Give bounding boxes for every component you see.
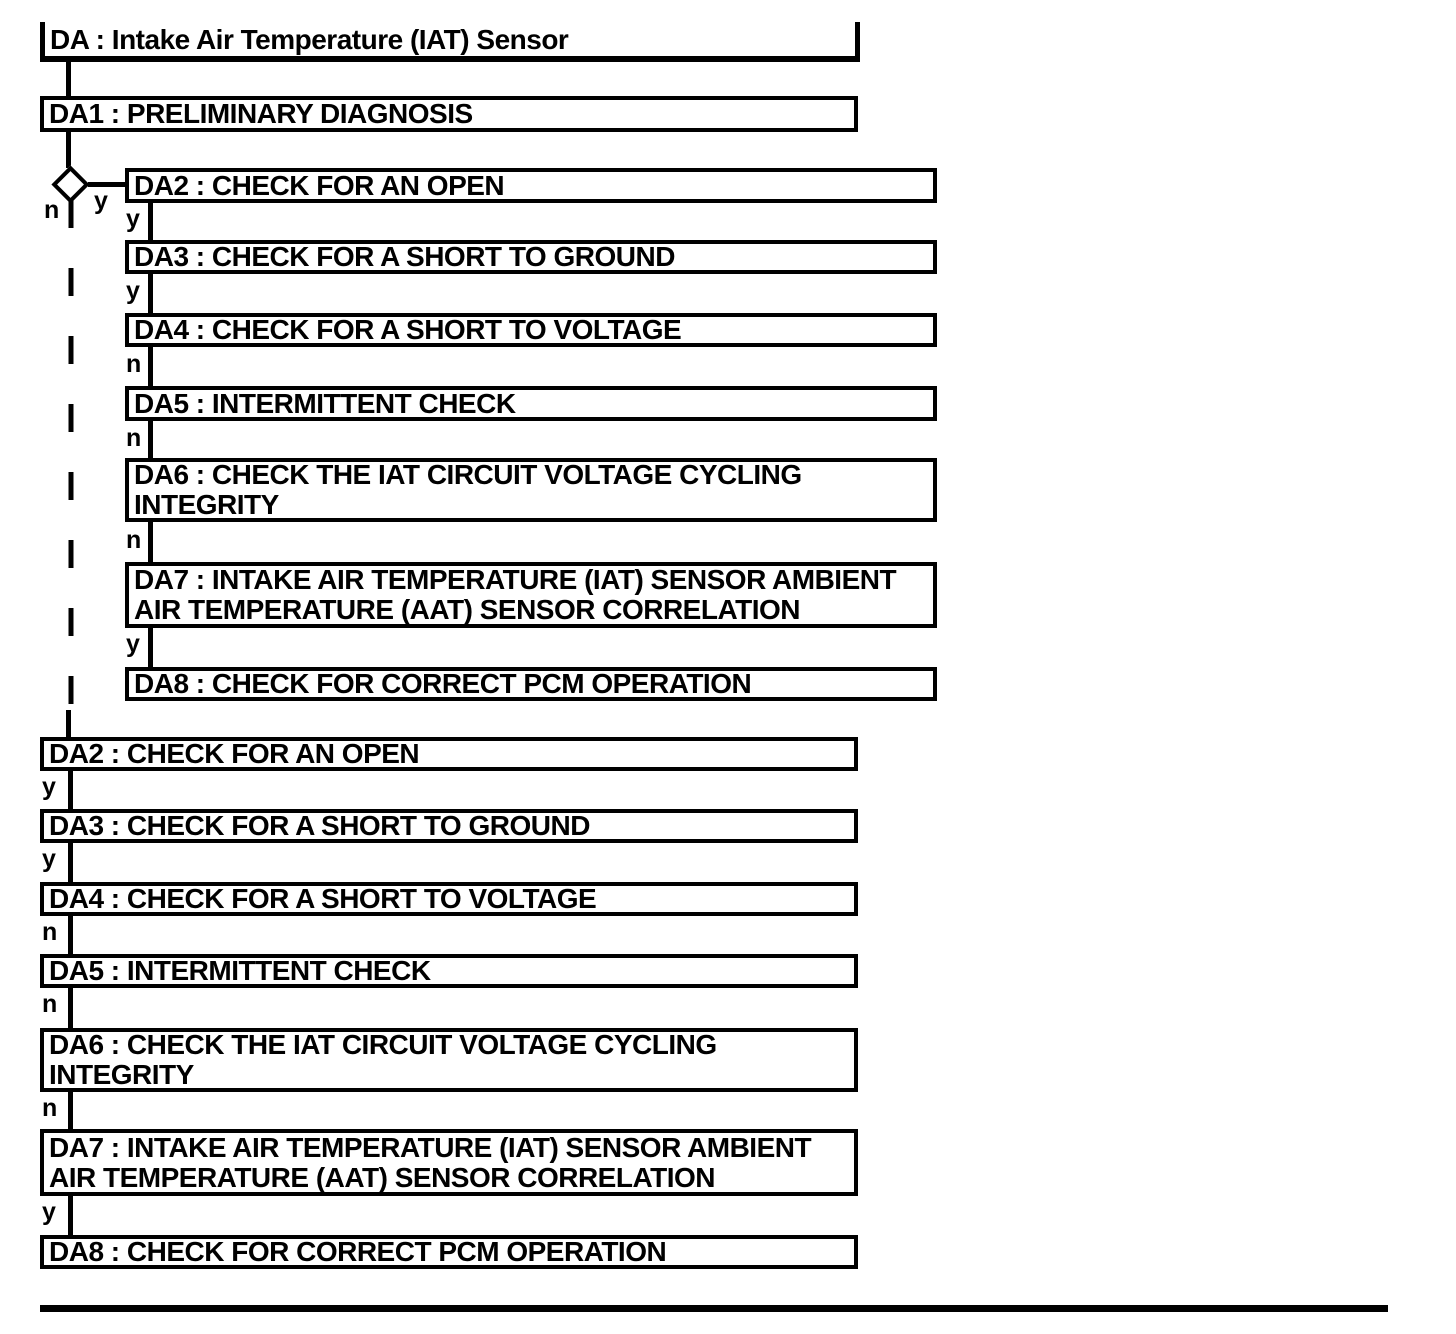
decision-yes-label: y (94, 187, 108, 215)
connector (148, 421, 153, 459)
connector (68, 916, 73, 954)
connector (148, 347, 153, 386)
connector (68, 1196, 73, 1235)
decision-no-label: n (44, 196, 59, 224)
edge-label: n (126, 424, 141, 452)
connector-da1-decision (66, 131, 71, 168)
connector-no-branch-tail (66, 710, 71, 740)
yes-branch-box-da4: DA4 : CHECK FOR A SHORT TO VOLTAGE (125, 313, 937, 347)
connector (148, 203, 153, 240)
edge-label: y (126, 277, 140, 305)
yes-branch-box-da8: DA8 : CHECK FOR CORRECT PCM OPERATION (125, 667, 937, 701)
connector (68, 1092, 73, 1129)
edge-label: y (42, 1198, 56, 1226)
da1-box: DA1 : PRELIMINARY DIAGNOSIS (40, 96, 858, 132)
edge-label: n (42, 990, 57, 1018)
connector (68, 988, 73, 1028)
connector-root-da1 (66, 62, 71, 97)
root-title-box: DA : Intake Air Temperature (IAT) Sensor (40, 22, 860, 62)
edge-label: n (126, 350, 141, 378)
no-branch-dashed-connector (66, 200, 76, 740)
no-branch-box-da7: DA7 : INTAKE AIR TEMPERATURE (IAT) SENSOR AMBIENT AIR TEMPERATURE (AAT) SENSOR CORRELATION (40, 1129, 858, 1196)
no-branch-box-da3: DA3 : CHECK FOR A SHORT TO GROUND (40, 809, 858, 843)
connector (68, 771, 73, 809)
no-branch-box-da6: DA6 : CHECK THE IAT CIRCUIT VOLTAGE CYCLING INTEGRITY (40, 1028, 858, 1092)
edge-label: n (42, 918, 57, 946)
no-branch-box-da5: DA5 : INTERMITTENT CHECK (40, 954, 858, 988)
yes-branch-box-da6: DA6 : CHECK THE IAT CIRCUIT VOLTAGE CYCLING INTEGRITY (125, 458, 937, 522)
connector (68, 843, 73, 882)
yes-branch-box-da5: DA5 : INTERMITTENT CHECK (125, 386, 937, 421)
bottom-rule (40, 1305, 1388, 1312)
no-branch-box-da4: DA4 : CHECK FOR A SHORT TO VOLTAGE (40, 882, 858, 916)
yes-branch-box-da3: DA3 : CHECK FOR A SHORT TO GROUND (125, 240, 937, 274)
yes-branch-box-da2: DA2 : CHECK FOR AN OPEN (125, 168, 937, 203)
edge-label: y (42, 845, 56, 873)
edge-label: y (126, 205, 140, 233)
connector (148, 522, 153, 563)
connector (148, 628, 153, 667)
edge-label: n (42, 1094, 57, 1122)
no-branch-box-da8: DA8 : CHECK FOR CORRECT PCM OPERATION (40, 1235, 858, 1269)
edge-label: n (126, 526, 141, 554)
edge-label: y (126, 630, 140, 658)
edge-label: y (42, 773, 56, 801)
connector (148, 274, 153, 313)
no-branch-box-da2: DA2 : CHECK FOR AN OPEN (40, 737, 858, 771)
yes-branch-box-da7: DA7 : INTAKE AIR TEMPERATURE (IAT) SENSOR AMBIENT AIR TEMPERATURE (AAT) SENSOR CORRELATION (125, 562, 937, 628)
